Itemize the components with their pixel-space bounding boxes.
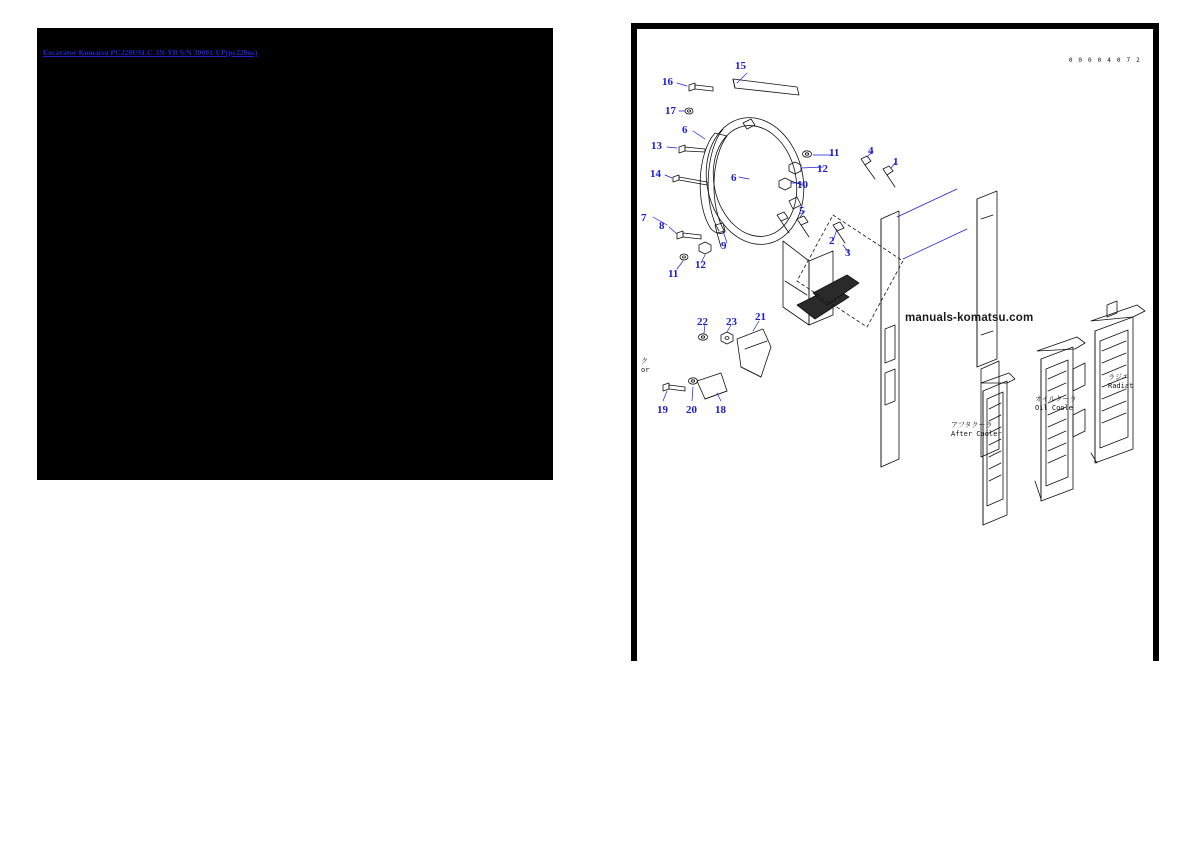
lower-bracket-assembly [663, 329, 771, 399]
parts-diagram-panel [631, 23, 1159, 661]
fan-guard-ring [695, 79, 816, 254]
callout-18: 18 [715, 404, 726, 416]
after-cooler-core [981, 373, 1015, 525]
after-cooler-label-jp: アフタクーラ [951, 421, 993, 429]
after-cooler-label-en: After Cooler [951, 429, 1002, 438]
callout-1: 1 [893, 156, 899, 168]
callout-19: 19 [657, 404, 668, 416]
callout-14: 14 [650, 168, 661, 180]
callout-22: 22 [697, 316, 708, 328]
radiator-label [1108, 373, 1133, 390]
callout-20: 20 [686, 404, 697, 416]
callout-5: 5 [799, 205, 805, 217]
document-title-link[interactable]: Excavator Komatsu PC228USLC-3N-YB S/N 30001-UP(pc228us) [43, 48, 258, 57]
callout-6-lower: 6 [731, 172, 737, 184]
callout-10: 10 [797, 179, 808, 191]
fastener-group-mid [777, 151, 895, 243]
radiator-label-jp: ラジエ [1108, 373, 1129, 381]
callout-2: 2 [829, 235, 835, 247]
callout-6-upper: 6 [682, 124, 688, 136]
diagram-artwork [637, 29, 1165, 667]
callout-8: 8 [659, 220, 665, 232]
oil-cooler-label-jp: オイルクーラ [1035, 395, 1077, 403]
document-preview-panel [37, 28, 553, 480]
left-edge-label-en: or [641, 365, 650, 374]
guard-rail-right [977, 191, 999, 457]
callout-4: 4 [868, 145, 874, 157]
callout-17: 17 [665, 105, 676, 117]
callout-16: 16 [662, 76, 673, 88]
radiator-label-en: Radiat [1108, 381, 1134, 390]
oil-cooler-label-en: Oil Coole [1035, 403, 1073, 412]
callout-leader-lines [653, 73, 967, 401]
callout-9: 9 [721, 240, 727, 252]
callout-23: 23 [726, 316, 737, 328]
callout-12-right: 12 [817, 163, 828, 175]
diagram-canvas [637, 29, 1153, 661]
fastener-group-top-left [673, 83, 713, 185]
callout-3: 3 [845, 247, 851, 259]
sheet-code-label: 0 0 0 0 4 0 7 2 [1068, 57, 1141, 64]
after-cooler-label [951, 421, 1002, 438]
callout-11-left: 11 [668, 268, 679, 280]
guard-rail-left [881, 211, 899, 467]
oil-cooler-label [1035, 395, 1077, 412]
left-edge-label [641, 357, 649, 374]
callout-11-right: 11 [829, 147, 840, 159]
oil-cooler-core [1035, 337, 1085, 501]
watermark-text: manuals-komatsu.com [905, 312, 1034, 324]
callout-13: 13 [651, 140, 662, 152]
callout-12-left: 12 [695, 259, 706, 271]
mount-bracket-assembly [783, 215, 903, 327]
callout-15: 15 [735, 60, 746, 72]
callout-21: 21 [755, 311, 766, 323]
callout-7: 7 [641, 212, 647, 224]
left-edge-label-jp: ク [641, 357, 648, 365]
